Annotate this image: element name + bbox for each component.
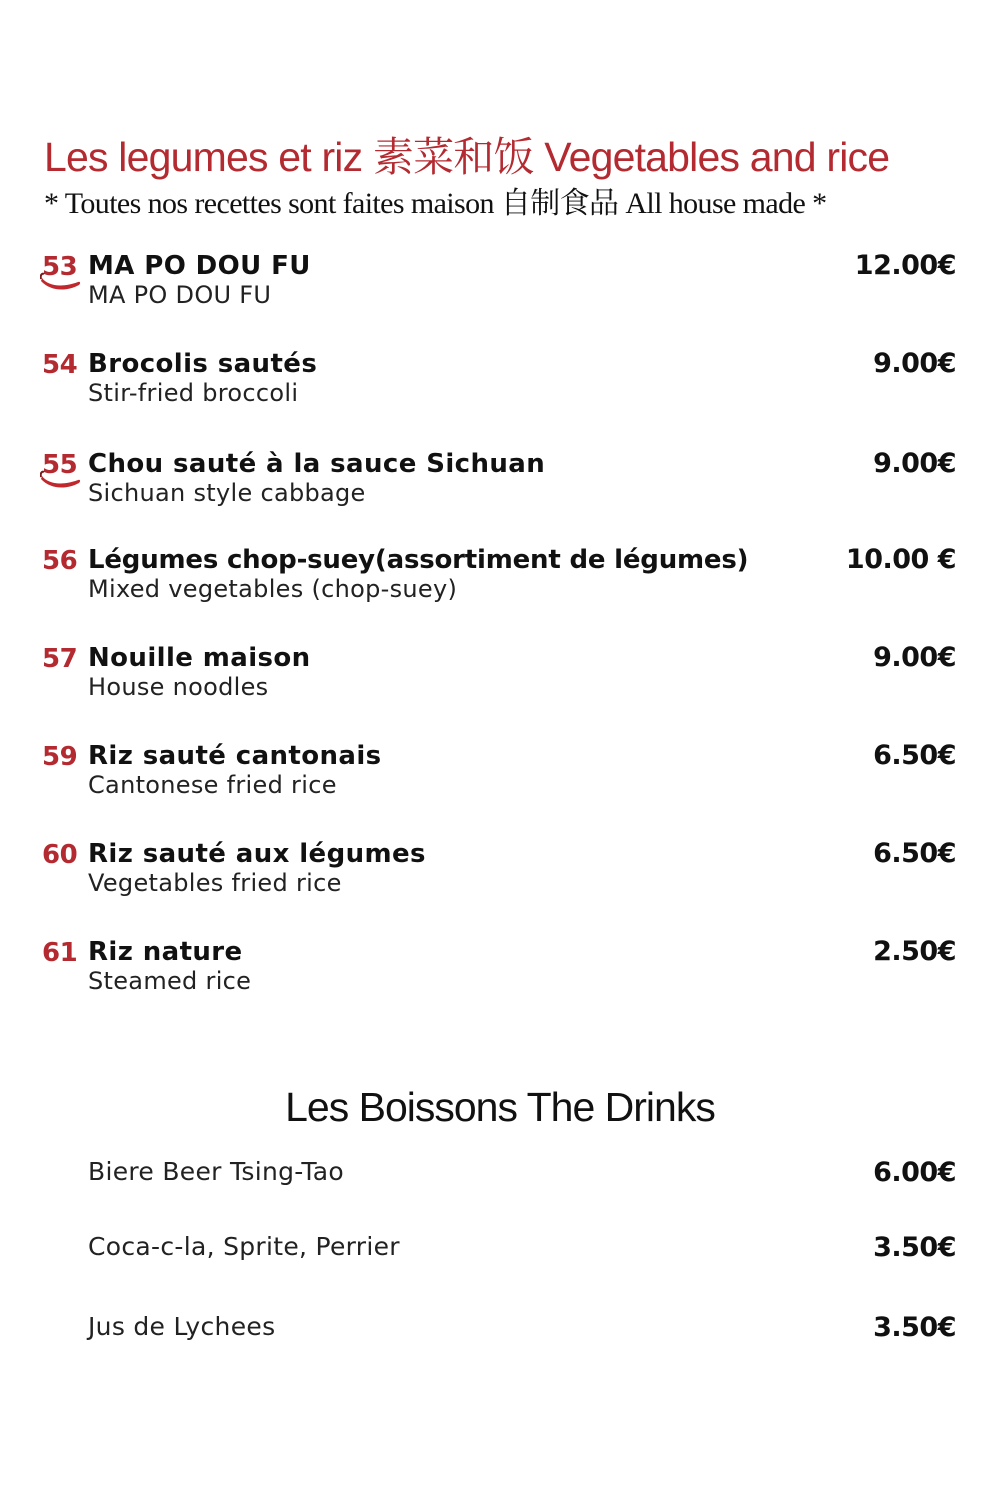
item-number: 57 — [42, 644, 78, 674]
item-number: 56 — [42, 546, 78, 576]
item-number: 61 — [42, 938, 78, 968]
item-number: 54 — [42, 350, 78, 380]
drink-name: Biere Beer Tsing-Tao — [88, 1157, 344, 1186]
item-description: Mixed vegetables (chop-suey) — [88, 575, 458, 603]
item-description: MA PO DOU FU — [88, 281, 272, 309]
item-number: 53 — [42, 252, 78, 282]
item-name: Chou sauté à la sauce Sichuan — [88, 449, 546, 479]
item-number: 60 — [42, 840, 78, 870]
drink-price: 3.50€ — [873, 1232, 956, 1263]
chili-pepper-icon — [40, 468, 82, 490]
drink-name: Coca-c-la, Sprite, Perrier — [88, 1232, 400, 1261]
item-description: Sichuan style cabbage — [88, 479, 366, 507]
item-price: 6.50€ — [873, 740, 956, 771]
item-description: House noodles — [88, 673, 269, 701]
item-description: Steamed rice — [88, 967, 252, 995]
item-description: Stir-fried broccoli — [88, 379, 299, 407]
item-description: Cantonese fried rice — [88, 771, 337, 799]
menu-item — [40, 448, 960, 518]
item-name: Nouille maison — [88, 643, 311, 673]
item-price: 6.50€ — [873, 838, 956, 869]
drink-price: 6.00€ — [873, 1157, 956, 1188]
item-price: 9.00€ — [873, 642, 956, 673]
item-price: 10.00 € — [845, 544, 956, 575]
item-price: 9.00€ — [873, 448, 956, 479]
menu-item — [40, 250, 960, 320]
item-number: 59 — [42, 742, 78, 772]
item-description: Vegetables fried rice — [88, 869, 342, 897]
item-name: Riz sauté aux légumes — [88, 839, 426, 869]
drink-price: 3.50€ — [873, 1312, 956, 1343]
drink-item — [40, 1230, 960, 1270]
item-name: Riz nature — [88, 937, 243, 967]
drinks-section-title: Les Boissons The Drinks — [285, 1084, 715, 1130]
item-price: 9.00€ — [873, 348, 956, 379]
item-price: 2.50€ — [873, 936, 956, 967]
menu-item — [40, 838, 960, 908]
menu-item — [40, 642, 960, 712]
menu-section-subtitle: * Toutes nos recettes sont faites maison 自制食品 All house made * — [44, 187, 827, 220]
item-name: Légumes chop-suey(assortiment de légumes) — [88, 545, 749, 575]
drink-name: Jus de Lychees — [88, 1312, 276, 1341]
drink-item — [40, 1155, 960, 1195]
menu-item — [40, 348, 960, 418]
drink-item — [40, 1310, 960, 1350]
item-name: Brocolis sautés — [88, 349, 318, 379]
chili-pepper-icon — [40, 270, 82, 292]
item-number: 55 — [42, 450, 78, 480]
item-name: MA PO DOU FU — [88, 251, 311, 281]
menu-item — [40, 936, 960, 1006]
item-name: Riz sauté cantonais — [88, 741, 382, 771]
menu-item — [40, 740, 960, 810]
item-price: 12.00€ — [854, 250, 956, 281]
menu-section-title: Les legumes et riz 素菜和饭 Vegetables and rice — [44, 134, 890, 180]
menu-item — [40, 544, 960, 614]
